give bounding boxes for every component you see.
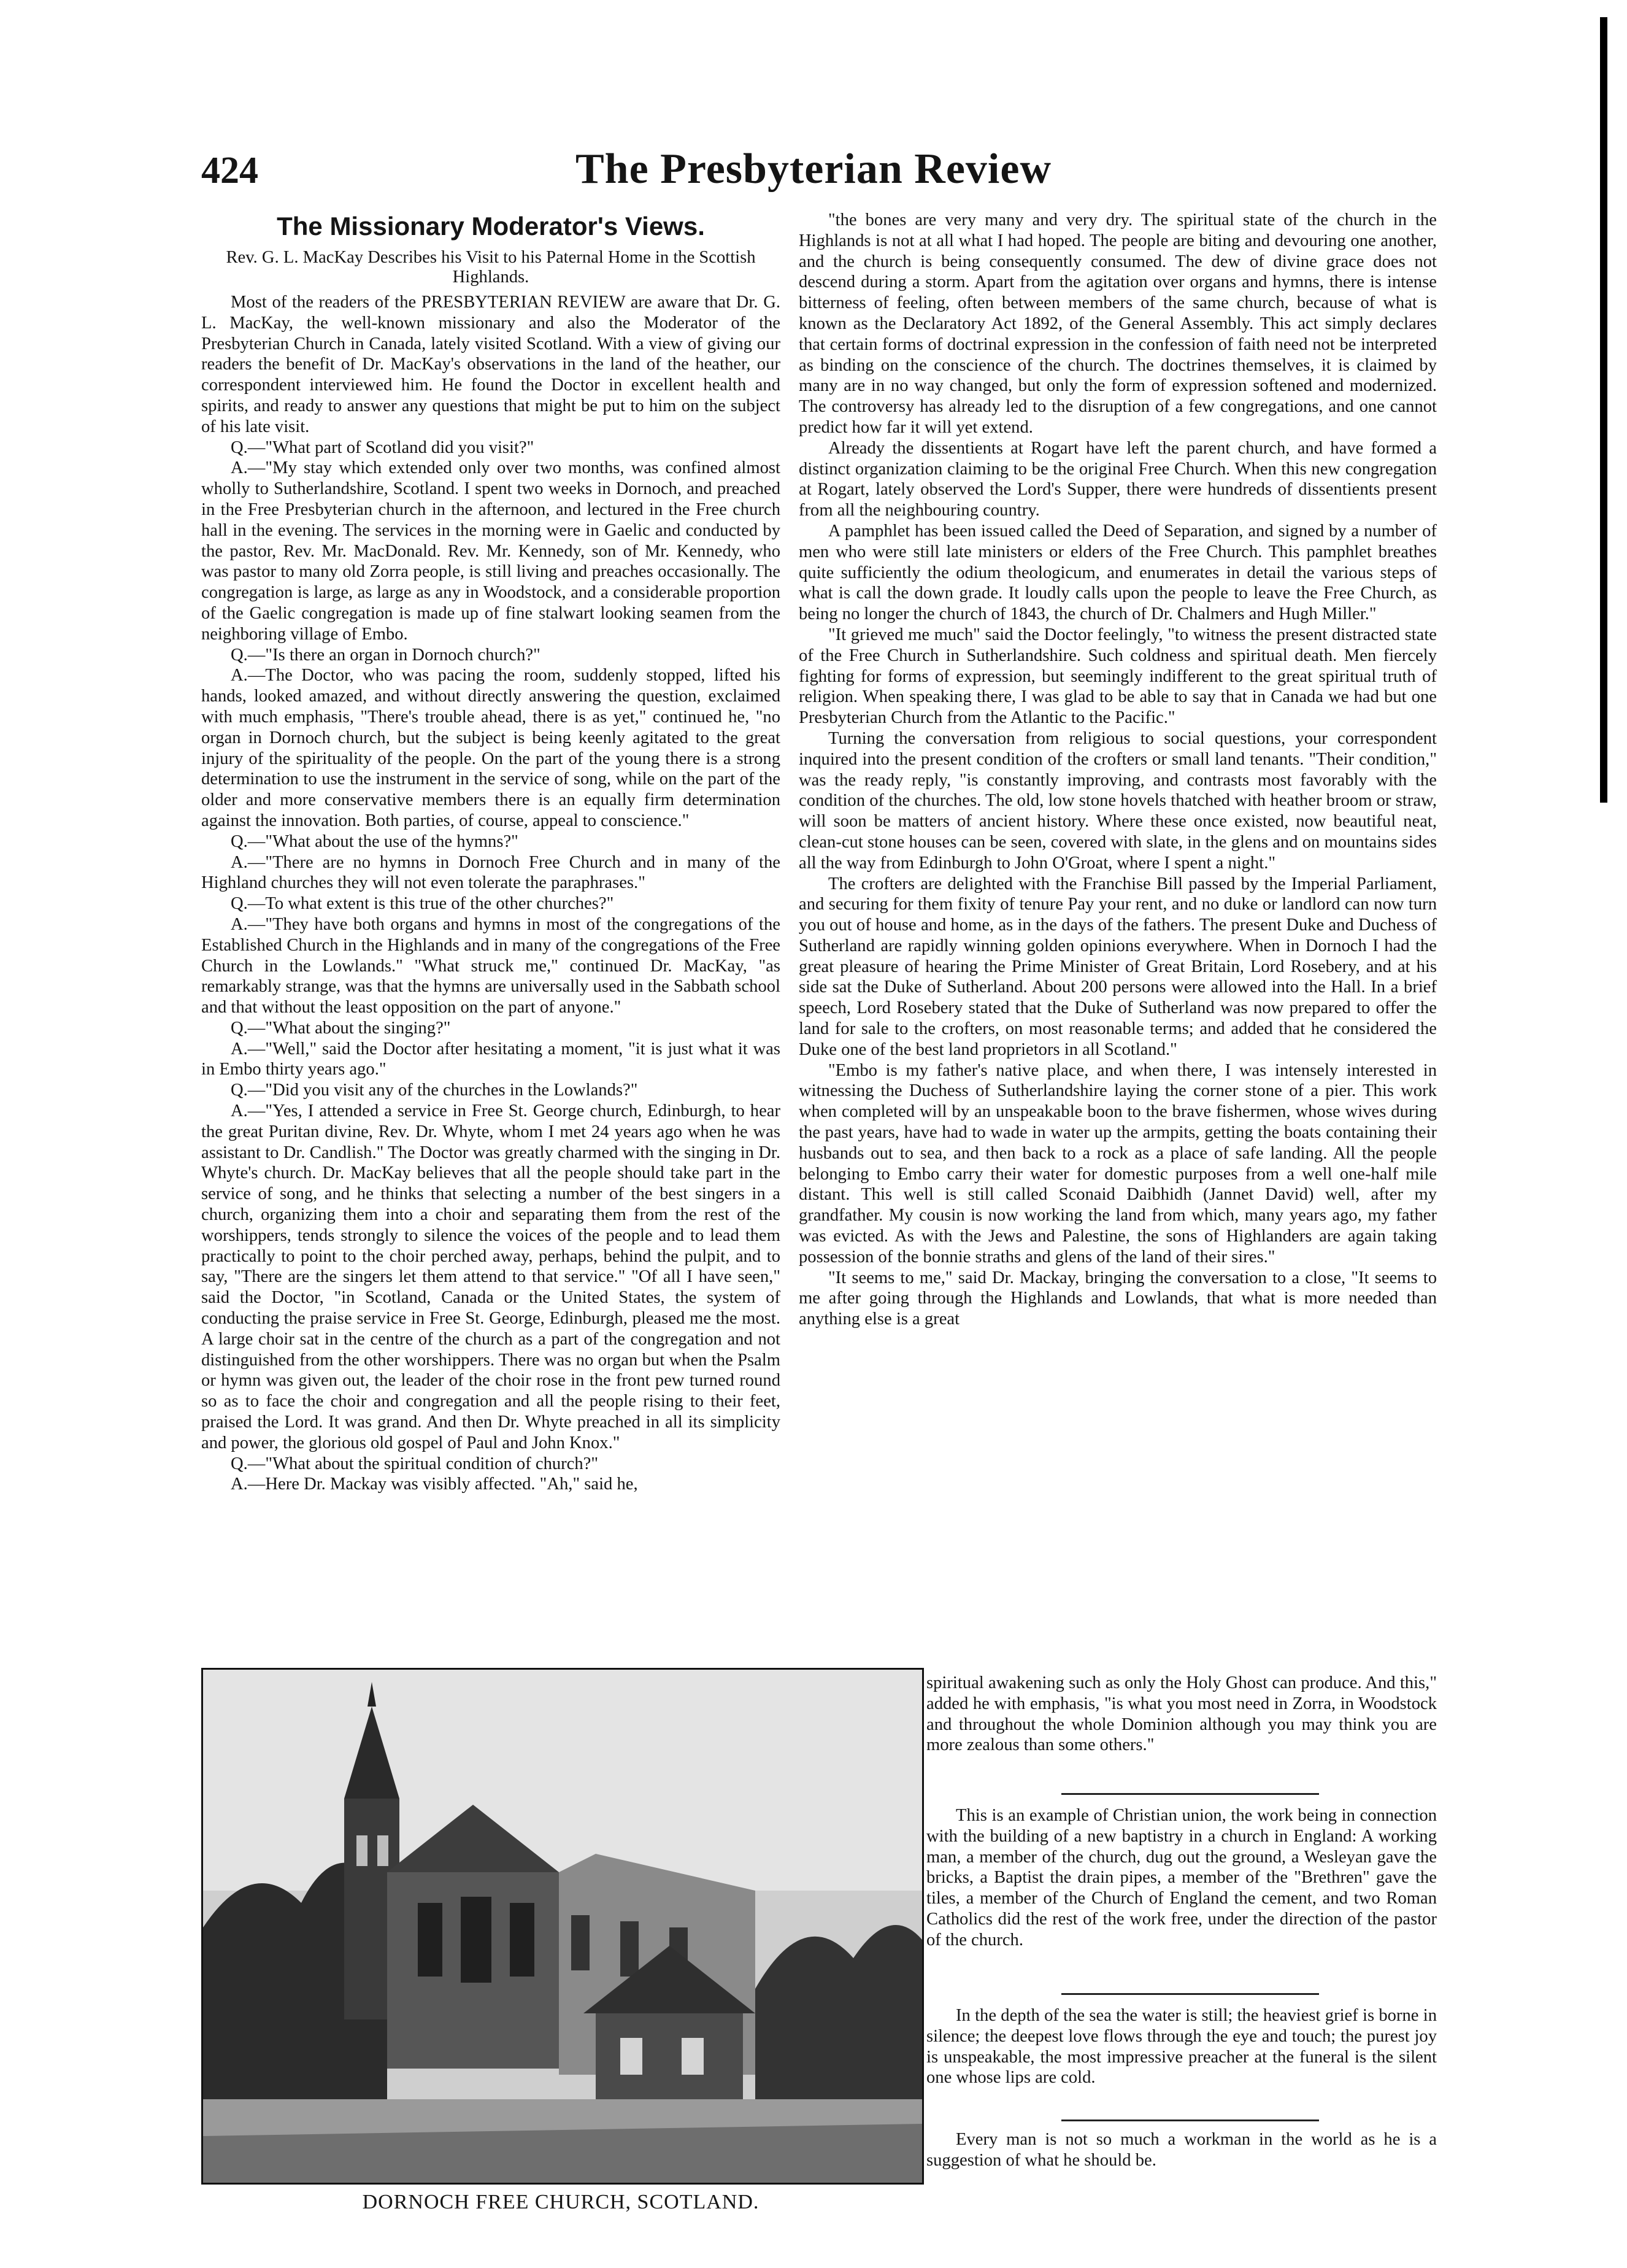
page-number: 424 [201,150,258,191]
article-paragraph: Q.—"Did you visit any of the churches in the Lowlands?" [231,1081,638,1100]
article-subtitle: Rev. G. L. MacKay Describes his Visit to his Paternal Home in the Scottish Highlands. [226,248,756,287]
note-every-man [926,2129,1437,2171]
article-paragraph: A.—"There are no hymns in Dornoch Free Church and in many of the Highland churches they will not even tolerate the paraphrases." [201,852,780,893]
church-illustration [203,1670,922,2183]
article-paragraph: A.—"Well," said the Doctor after hesitating a moment, "it is just what it was in Embo thirty years ago." [201,1039,780,1079]
article-paragraph: Most of the readers of the PRESBYTERIAN REVIEW are aware that Dr. G. L. MacKay, the well-known missionary and also the Moderator of the Presbyterian Church in Canada, lately visited Scotland. With a view of giving our readers the benefit of Dr. MacKay's observations in the land of the heather, our correspondent interviewed him. He found the Doctor in excellent health and spirits, and ready to answer any questions that might be put to him on the subject of his late visit. [201,293,780,436]
article-paragraph: The crofters are delighted with the Franchise Bill passed by the Imperial Parliament, and securing for them fixity of tenure Pay your rent, and no duke or landlord can now turn you out of house and home, as in the days of the fathers. The present Duke and Duchess of Sutherland are rapidly winning golden opinions everywhere. When in Dornoch I had the great pleasure of hearing the Prime Minister of Great Britain, Lord Rosebery, and at his side sat the Duke of Sutherland. About 200 persons were allowed into the Hall. In a brief speech, Lord Rosebery stated that the Duke of Sutherland was now prepared to offer the land for sale to the crofters, on most reasonable terms; and added that he considered the Duke one of the best land proprietors in all Scotland." [799,874,1437,1059]
article-paragraph: A.—Here Dr. Mackay was visibly affected. "Ah," said he, [231,1475,638,1494]
article-column-right [799,210,1437,1330]
separator-rule [1061,1793,1319,1795]
article-paragraph: A pamphlet has been issued called the Deed of Separation, and signed by a number of men who were still late ministers or elders of the Free Church. This pamphlet breathes quite sufficiently the odium theologicum, and enumerates in detail the various steps of what is call the down grade. It loudly calls upon the people to leave the Free Church, as being no longer the church of 1843, the church of Dr. Chalmers and Hugh Miller." [799,521,1437,624]
article-body-right [799,210,1437,1330]
page-edge-mark [1600,17,1607,803]
note-depth-of-sea [926,2005,1437,2088]
separator-rule [1061,2120,1319,2121]
article-paragraph: A.—The Doctor, who was pacing the room, suddenly stopped, lifted his hands, looked amazed, and without directly answering the question, exclaimed with much emphasis, "There's trouble ahead, there is as yet," continued he, "no organ in Dornoch church, but the subject is being keenly agitated to the great injury of the spirituality of the people. On the part of the young there is a strong determination to use the instrument in the service of song, while on the part of the older and more conservative members there is an equally firm determination against the innovation. Both parties, of course, appeal to conscience." [201,666,780,830]
article-paragraph: Q.—"What part of Scotland did you visit?" [231,438,534,457]
note-christian-union [926,1805,1437,1951]
article-paragraph: Q.—"What about the use of the hymns?" [231,831,518,851]
article-paragraph: "It grieved me much" said the Doctor feelingly, "to witness the present distracted state of the Free Church in Sutherlandshire. Such coldness and spiritual death. Men fiercely fighting for forms of expression, but seemingly indifferent to the great spiritual truth of religion. When speaking there, I was glad to be able to say that in Canada we had but one Presbyterian Church from the Atlantic to the Pacific." [799,625,1437,728]
article-paragraph: A.—"My stay which extended only over two months, was confined almost wholly to Sutherlandshire, Scotland. I spent two weeks in Dornoch, and preached in the Free Presbyterian church in the afternoon, and lectured in the Free church hall in the evening. The services in the morning were in Gaelic and conducted by the pastor, Rev. Mr. MacDonald. Rev. Mr. Kennedy, son of Mr. Kennedy, who was pastor to many old Zorra people, is still living and preaches occasionally. The congregation is large, as large as any in Woodstock, and a considerable proportion of the Gaelic congregation is made up of fine stalwart looking seamen from the neighboring village of Embo. [201,458,780,644]
church-photo [201,1668,924,2185]
separator-rule [1061,1993,1319,1995]
article-paragraph: "the bones are very many and very dry. The spiritual state of the church in the Highlands is not at all what I had hoped. The people are biting and devouring one another, and the church is being consequently consumed. The dew of divine grace does not descend during a storm. Apart from the agitation over organs and hymns, there is intense bitterness of feeling, often between members of the same church, because of what is known as the Declaratory Act 1892, of the General Assembly. This act simply declares that certain forms of doctrinal expression in the confession of faith need not be interpreted as binding on the conscience of the church. The doctrines themselves, it is claimed by many are in no way changed, but only the form of expression softened and modernized. The controversy has already led to the disruption of a few congregations, and one cannot predict how far it will yet extend. [799,210,1437,437]
article-paragraph: Turning the conversation from religious to social questions, your correspondent inquired into the present condition of the crofters or small land tenants. "Their condition," was the ready reply, "is constantly improving, and contrasts most favorably with the condition of the churches. The old, low stone hovels thatched with heather broom or straw, will soon be matters of ancient history. Where these once existed, now beautiful neat, clean-cut stone houses can be seen, covered with slate, in the glens and on mountains sides all the way from Edinburgh to John O'Groat, where I spent a night." [799,728,1437,873]
article-closing-text: spiritual awakening such as only the Holy Ghost can produce. And this," added he with emphasis, "is what you most need in Zorra, in Woodstock and throughout the whole Dominion although you may think you are more zealous than some others." [926,1673,1437,1755]
article-paragraph: Q.—"Is there an organ in Dornoch church?" [231,645,540,665]
article-paragraph: Q.—To what extent is this true of the other churches?" [231,894,614,914]
article-paragraph: Q.—"What about the spiritual condition of church?" [231,1454,599,1473]
article-paragraph: "Embo is my father's native place, and when there, I was intensely interested in witnessing the Duchess of Sutherlandshire laying the corner stone of a pier. This work when completed will by an unspeakable boon to the brave fishermen, whose wives during the past years, have had to wade in water up the armpits, getting the boats containing their husbands out to sea, and then back to a rock as a place of safe landing. All the people belonging to Embo carry their water for domestic purposes from a well one-half mile distant. This well is still called Sconaid Daibhidh (Jannet David) well, after my grandfather. My cousin is now working the land from which, many years ago, my father was evicted. As with the Jews and Palestine, the sons of Highlanders are again taking possession of the bonnie straths and glens of the land of their sires." [799,1060,1437,1267]
article-paragraph: A.—"They have both organs and hymns in most of the congregations of the Established Church in the Highlands and in many of the congregations of the Free Church in the Lowlands." "What struck me," continued Dr. MacKay, "as remarkably strange, was that the hymns are universally used in the Sabbath school and that without the least opposition on the part of anyone." [201,914,780,1017]
photo-caption: DORNOCH FREE CHURCH, SCOTLAND. [362,2191,760,2213]
article-paragraph: "It seems to me," said Dr. Mackay, bringing the conversation to a close, "It seems to me after going through the Highlands and Lowlands, that what is more needed than anything else is a great [799,1268,1437,1329]
article-paragraph: Already the dissentients at Rogart have left the parent church, and have formed a distinct organization claiming to be the original Free Church. When this new congregation at Rogart, lately observed the Lord's Supper, there were hundreds of dissentients present from all the neighbouring country. [799,438,1437,520]
article-column-left [201,210,780,1495]
article-body-left [201,292,780,1495]
article-closing [926,1673,1437,1756]
journal-title: The Presbyterian Review [575,145,1052,193]
note-text: This is an example of Christian union, the work being in connection with the building of a new baptistry in a church in England: A working man, a member of the church, dug out the ground, a Wesleyan gave the bricks, a Baptist the drain pipes, a member of the "Brethren" gave the tiles, a member of the Church of England the cement, and two Roman Catholics did the rest of the work free, under the direction of the pastor of the church. [926,1806,1437,1950]
article-paragraph: A.—"Yes, I attended a service in Free St. George church, Edinburgh, to hear the great Puritan divine, Rev. Dr. Whyte, whom I met 24 years ago when he was assistant to Dr. Candlish." The Doctor was greatly charmed with the singing in Dr. Whyte's church. Dr. MacKay believes that all the people should take part in the service of song, and he thinks that selecting a number of the best singers in a church, organizing them into a choir and separating them from the rest of the worshippers, tends strongly to silence the voices of the people and to lead them practically to point to the choir perched away, perhaps, behind the pulpit, and to say, "There are the singers let them attend to that service." "Of all I have seen," said the Doctor, "in Scotland, Canada or the United States, the system of conducting the praise service in Free St. George, Edinburgh, pleased me the most. A large choir sat in the centre of the church as a part of the congregation and not distinguished from the other worshippers. There was no organ but when the Psalm or hymn was given out, the leader of the choir rose in the front pew turned round so as to face the choir and congregation and all the people rising to their feet, praised the Lord. It was grand. And then Dr. Whyte preached in all its simplicity and power, the glorious old gospel of Paul and John Knox." [201,1101,780,1452]
article-title: The Missionary Moderator's Views. [277,212,705,241]
article-paragraph: Q.—"What about the singing?" [231,1018,451,1038]
note-text: In the depth of the sea the water is still; the heaviest grief is borne in silence; the deepest love flows through the eye and touch; the purest joy is unspeakable, the most impressive preacher at the funeral is the silent one whose lips are cold. [926,2006,1437,2088]
note-text: Every man is not so much a workman in the world as he is a suggestion of what he should be. [926,2130,1437,2170]
